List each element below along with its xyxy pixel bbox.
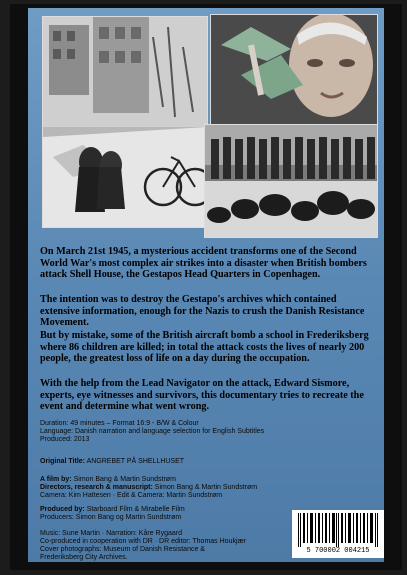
directors-credit xyxy=(40,484,340,492)
barcode xyxy=(292,510,384,558)
duration-text: Duration: 49 minutes – Format 16:9 - B/W & Colour xyxy=(40,420,199,427)
cover-photo-credit-2: Frederiksberg City Archives. xyxy=(40,554,128,561)
produced-by-label: Produced by: xyxy=(40,506,85,513)
synopsis-paragraph-2: The intention was to destroy the Gestapo's archives which contained extensive information, enough for the Nazis to crush the Danish Resistance Movement. xyxy=(40,294,365,328)
camera-credit: Camera: Kim Hattesen · Edit & Camera: Martin Sundstrøm xyxy=(40,492,223,499)
directors-value: Simon Bang & Martin Sundstrøm xyxy=(154,484,258,491)
synopsis-paragraph-4: With the help from the Lead Navigator on the attack, Edward Sismore, experts, eye witnesses and survivors, this documentary tries to recreate the event and determine what went wrong. xyxy=(40,378,364,412)
original-title xyxy=(40,458,340,466)
barcode-digits: 5 700002 004215 xyxy=(306,547,370,555)
film-by-label: A film by: xyxy=(40,476,72,483)
original-title-label: Original Title: xyxy=(40,458,85,465)
coproduction-credit: Co-produced in cooperation with DR · DR editor: Thomas Houkjær xyxy=(40,538,247,545)
produced-year-text: Produced: 2013 xyxy=(40,436,90,443)
cover-photo-credit: Cover photographs: Museum of Danish Resistance & xyxy=(40,546,205,553)
producers-credit: Producers: Simon Bang og Martin Sundstrøm xyxy=(40,514,182,521)
memorial-ceremony-photo xyxy=(204,124,378,238)
film-by-credit xyxy=(40,476,340,484)
original-title-value: ANGREBET PÅ SHELLHUSET xyxy=(86,458,185,465)
film-by-value: Simon Bang & Martin Sundstrøm xyxy=(73,476,176,483)
ruins-photo xyxy=(42,16,208,228)
language-text: Language: Danish narration and language selection for English Subtitles xyxy=(40,428,265,435)
barcode-bars xyxy=(292,510,384,548)
directors-label: Directors, research & manuscript: xyxy=(40,484,153,491)
back-cover xyxy=(28,8,384,562)
synopsis-paragraph-3: But by mistake, some of the British aircraft bomb a school in Frederiksberg where 86 children are killed; in total the attack costs the lives of nearly 200 people, the greatest loss of life on a day during the occupation. xyxy=(40,330,369,364)
synopsis-paragraph-1: On March 21st 1945, a mysterious accident transforms one of the Second World War's most complex air strikes into a disaster when British bombers attack Shell House, the Gestapos Head Quarters in Copenhagen. xyxy=(40,246,367,280)
veteran-portrait-photo xyxy=(210,14,378,126)
produced-by-value: Starboard Film & Mirabelle Film xyxy=(86,506,185,513)
music-credit: Music: Sune Martin · Narration: Kåre Rygaard xyxy=(40,530,182,537)
